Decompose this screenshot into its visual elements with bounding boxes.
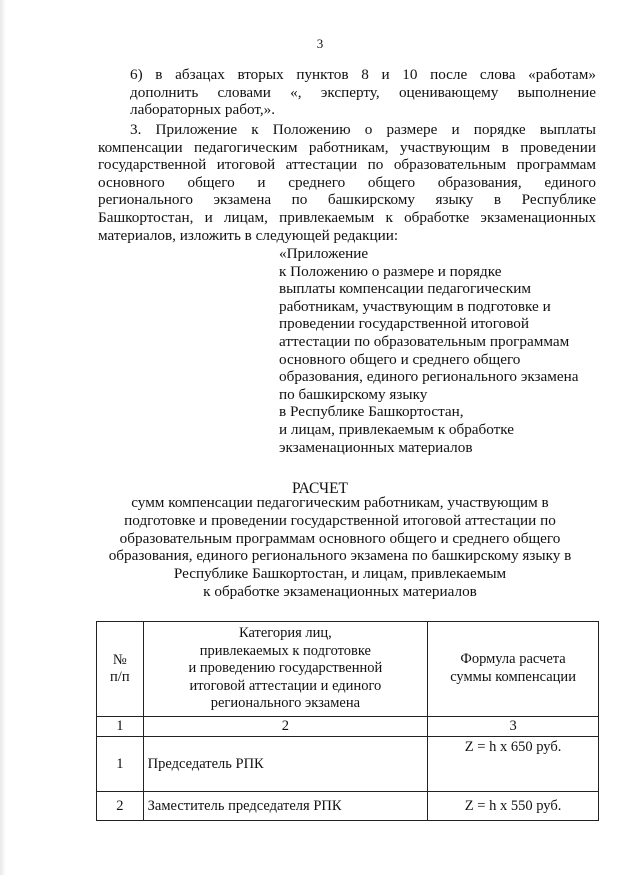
appendix-line: по башкирскому языку [279,385,428,403]
paragraph-6 [98,66,596,119]
table-numbering-row [97,717,599,737]
row-formula: Z = h х 650 руб. [428,737,599,792]
appendix-line: образования, единого регионального экзамена [279,368,579,386]
appendix-line: работникам, участвующим в подготовке и [279,297,551,315]
appendix-line: и лицам, привлекаемым к обработке [279,420,515,438]
header-cell-category [143,622,428,717]
row-number: 2 [97,792,144,821]
numbering-cell: 1 [97,717,144,737]
paragraph-line: государственной итоговой аттестации по образовательным программам [98,156,596,174]
compensation-table [96,621,599,821]
table-row [97,792,599,821]
header-text: и проведению государственной [188,660,383,677]
appendix-line: выплаты компенсации педагогическим [279,280,531,298]
table-header-row [97,622,599,717]
paragraph-line: компенсации педагогическим работникам, участвующим в проведении [98,138,596,156]
header-text: регионального экзамена [210,695,361,712]
document-subtitle [90,494,590,601]
appendix-line: «Приложение [279,245,369,262]
header-text: п/п [110,669,130,685]
row-formula: Z = h х 550 руб. [428,792,599,821]
appendix-line: к Положению о размере и порядке [279,262,502,280]
appendix-line: экзаменационных материалов [279,438,473,456]
header-text: итоговой аттестации и единого [189,677,382,694]
subtitle-line: образования, единого регионального экзамена по башкирскому языку в [108,547,572,565]
numbering-cell: 2 [143,717,428,737]
appendix-line: аттестации по образовательным программам [279,332,570,350]
document-title: РАСЧЕТ [291,480,349,497]
subtitle-line: к обработке экзаменационных материалов [203,582,477,600]
subtitle-line: сумм компенсации педагогическим работникам, участвующим в [131,494,549,511]
paragraph-line: 6) в абзацах вторых пунктов 8 и 10 после слова «работам» [130,66,596,83]
subtitle-line: подготовке и проведении государственной итоговой аттестации по [124,511,556,529]
header-cell-formula [428,622,599,717]
appendix-line: проведении государственной итоговой [279,315,530,333]
paragraph-line: Башкортостан, и лицам, привлекаемым к обработке экзаменационных [98,208,596,226]
row-number: 1 [97,737,144,792]
header-text: привлекаемых к подготовке [199,642,371,659]
header-text: Категория лиц, [238,625,332,642]
header-cell-number [97,622,144,717]
header-text: Формула расчета [460,651,566,668]
appendix-line: в Республике Башкортостан, [279,403,464,421]
header-text: № [112,652,127,668]
paragraph-line: основного общего и среднего общего образования, единого [98,173,596,191]
row-category: Заместитель председателя РПК [143,792,428,821]
paragraph-3 [98,121,596,244]
header-text: суммы компенсации [450,669,576,685]
paragraph-line: 3. Приложение к Положению о размере и порядке выплаты [130,121,596,138]
numbering-cell: 3 [428,717,599,737]
scan-edge [0,0,6,875]
subtitle-line: Республике Башкортостан, и лицам, привлекаемым [173,565,507,583]
appendix-line: основного общего и среднего общего [279,350,521,368]
table-row [97,737,599,792]
paragraph-line: дополнить словами «, эксперту, оценивающему выполнение [130,83,596,101]
page-number: 3 [316,36,324,51]
paragraph-line: лабораторных работ,». [130,101,276,119]
paragraph-line: материалов, изложить в следующей редакции: [98,226,399,244]
subtitle-line: образовательным программам основного общего и среднего общего [119,529,561,547]
appendix-heading [279,245,609,456]
paragraph-line: регионального экзамена по башкирскому языку в Республике [98,191,596,209]
row-category: Председатель РПК [143,737,428,792]
